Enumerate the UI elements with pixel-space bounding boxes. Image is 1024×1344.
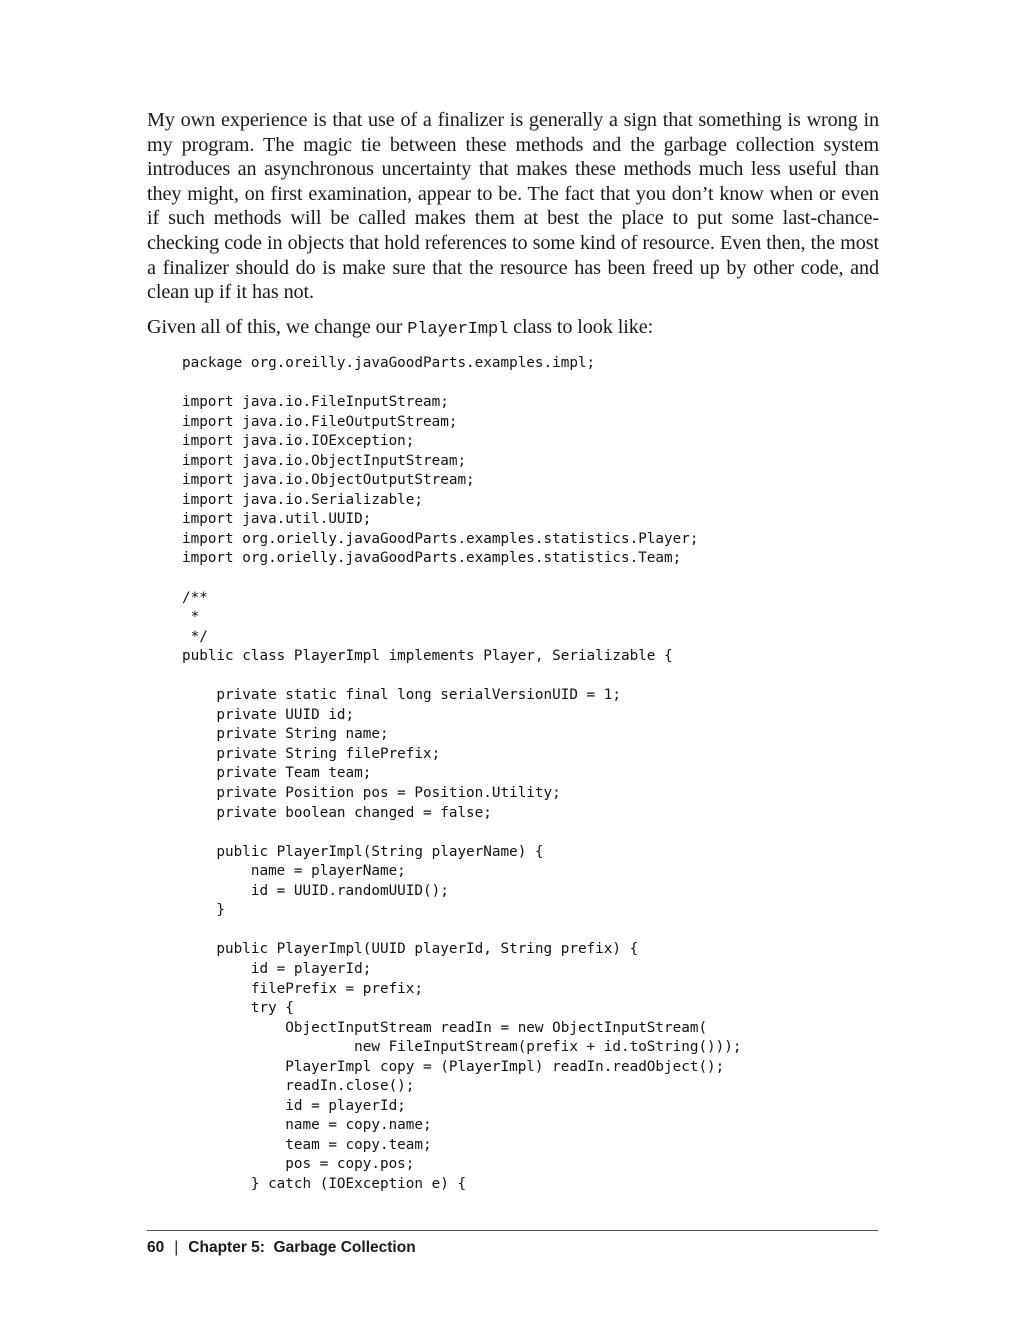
code-line: public PlayerImpl(UUID playerId, String prefix) { <box>182 941 639 958</box>
code-line: public PlayerImpl(String playerName) { <box>182 843 544 860</box>
code-line: public class PlayerImpl implements Player, Serializable { <box>182 648 673 665</box>
code-line: import org.orielly.javaGoodParts.examples.statistics.Team; <box>182 550 682 567</box>
code-line: private UUID id; <box>182 706 355 723</box>
code-line: private static final long serialVersionUID = 1; <box>182 687 621 704</box>
code-line: import java.io.Serializable; <box>182 491 424 508</box>
code-line: name = playerName; <box>182 863 406 880</box>
page-body <box>147 108 879 342</box>
code-line: private Position pos = Position.Utility; <box>182 785 561 802</box>
code-line: pos = copy.pos; <box>182 1156 415 1173</box>
paragraph-text-before: Given all of this, we change our <box>147 315 408 338</box>
code-line: private boolean changed = false; <box>182 804 492 821</box>
code-line: private Team team; <box>182 765 372 782</box>
code-line: team = copy.team; <box>182 1136 432 1153</box>
code-line: id = UUID.randomUUID(); <box>182 882 449 899</box>
code-line: package org.oreilly.javaGoodParts.examples.impl; <box>182 355 596 371</box>
code-line: filePrefix = prefix; <box>182 980 424 997</box>
body-paragraph-intro <box>147 315 879 343</box>
code-line: name = copy.name; <box>182 1117 432 1134</box>
paragraph-text-after: class to look like: <box>508 315 654 338</box>
code-line: import java.io.FileOutputStream; <box>182 413 458 430</box>
code-line: try { <box>182 1000 294 1017</box>
code-line: private String name; <box>182 726 389 743</box>
code-line: readIn.close(); <box>182 1078 415 1095</box>
code-line: id = playerId; <box>182 1097 406 1114</box>
code-line: import org.orielly.javaGoodParts.examples.statistics.Player; <box>182 530 699 547</box>
code-line: */ <box>182 628 208 645</box>
code-line: id = playerId; <box>182 960 372 977</box>
code-line: PlayerImpl copy = (PlayerImpl) readIn.readObject(); <box>182 1058 725 1075</box>
chapter-title: Chapter 5: Garbage Collection <box>188 1239 416 1256</box>
code-line: import java.io.ObjectOutputStream; <box>182 472 475 489</box>
code-line: /** <box>182 589 208 606</box>
code-listing <box>182 354 741 1195</box>
inline-code-classname: PlayerImpl <box>407 319 509 339</box>
footer-separator: | <box>174 1239 179 1256</box>
footer-divider <box>147 1230 878 1231</box>
code-line: import java.util.UUID; <box>182 511 372 528</box>
code-line: import java.io.FileInputStream; <box>182 394 449 411</box>
code-line: import java.io.ObjectInputStream; <box>182 452 467 469</box>
code-line: new FileInputStream(prefix + id.toString())); <box>182 1039 742 1056</box>
code-line: } catch (IOException e) { <box>182 1175 467 1192</box>
code-line: private String filePrefix; <box>182 745 441 762</box>
code-line: } <box>182 902 226 919</box>
code-line: import java.io.IOException; <box>182 433 415 450</box>
code-line: ObjectInputStream readIn = new ObjectInputStream( <box>182 1019 708 1036</box>
body-paragraph: My own experience is that use of a finalizer is generally a sign that something is wrong in my program. The magic tie between these methods and the garbage collection system introduces an asynchronous uncertainty that makes these methods much less useful than they might, on first examination, appear to be. The fact that you don’t know when or even if such methods will be called makes them at best the place to put some last-chance-checking code in objects that hold references to some kind of resource. Even then, the most a finalizer should do is make sure that the resource has been freed up by other code, and clean up if it has not. <box>147 109 879 304</box>
code-line: * <box>182 609 200 626</box>
page-number: 60 <box>147 1239 165 1256</box>
page-footer <box>147 1239 416 1257</box>
